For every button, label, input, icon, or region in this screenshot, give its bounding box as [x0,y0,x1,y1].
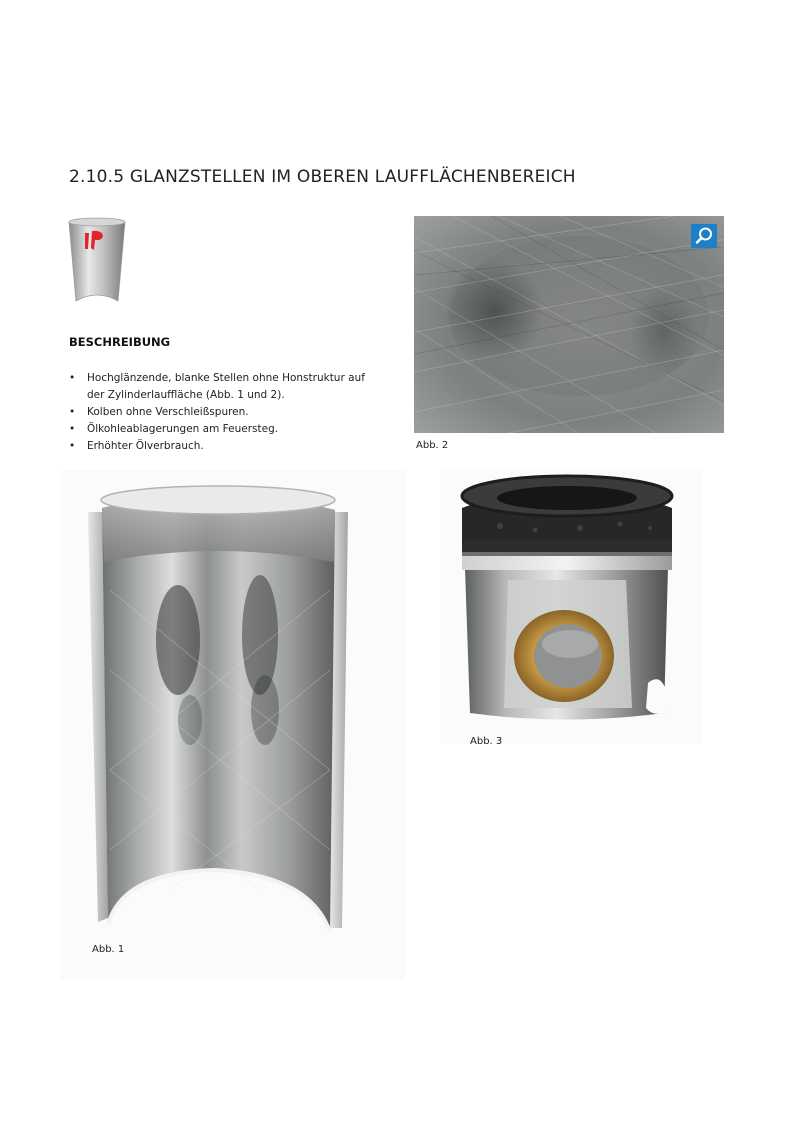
cylinder-liner-icon [66,215,128,309]
surface-closeup-image [414,216,724,433]
list-item: • Hochglänzende, blanke Stellen ohne Honstruktur auf der Zylinderlauffläche (Abb. 1 und 2). [69,370,369,404]
description-list [69,370,369,455]
page-title: 2.10.5 GLANZSTELLEN IM OBEREN LAUFFLÄCHENBEREICH [69,167,576,188]
piston-image [440,468,702,743]
list-item: • Kolben ohne Verschleißspuren. [69,404,369,421]
zoom-button[interactable] [691,224,717,248]
list-item: • Erhöhter Ölverbrauch. [69,438,369,455]
figure-3-caption: Abb. 3 [470,736,503,747]
list-item: • Ölkohleablagerungen am Feuersteg. [69,421,369,438]
figure-2-caption: Abb. 2 [416,440,449,451]
description-heading: BESCHREIBUNG [69,335,171,349]
magnifier-icon [691,224,717,248]
figure-1-caption: Abb. 1 [92,944,125,955]
cylinder-liner-image [60,470,405,980]
